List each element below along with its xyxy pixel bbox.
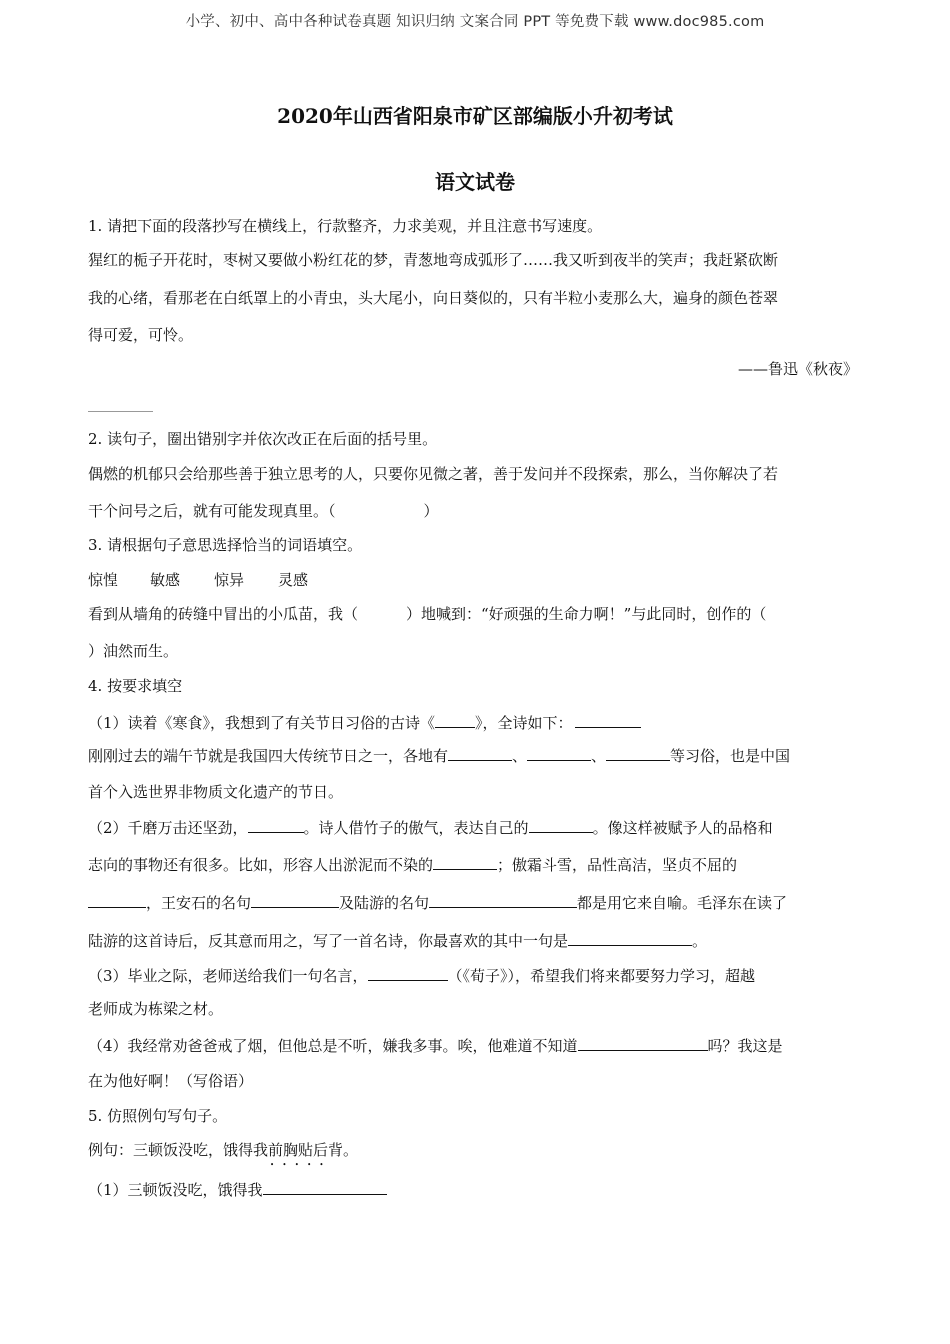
q4-line (88, 1034, 783, 1056)
q4-prompt: 4. 按要求填空 (88, 677, 183, 695)
answer-blank[interactable] (368, 964, 448, 981)
word-option: 惊惶 (88, 571, 119, 589)
q4-line: 老师成为栋梁之材。 (88, 1000, 224, 1018)
q4-text: （4）我经常劝爸爸戒了烟，但他总是不听，嫌我多事。唉，他难道不知道 (88, 1037, 578, 1055)
q4-text: （3）毕业之际，老师送给我们一句名言， (88, 967, 368, 985)
q1-paragraph-line: 我的心绪，看那老在白纸罩上的小青虫，头大尾小，向日葵似的，只有半粒小麦那么大，遍身的颜色苍翠 (88, 289, 779, 307)
q2-prompt: 2. 读句子，圈出错别字并依次改正在后面的括号里。 (88, 430, 438, 448)
q4-line (88, 929, 707, 951)
word-option: 敏感 (150, 571, 181, 589)
word-option: 惊异 (214, 571, 245, 589)
answer-blank[interactable] (529, 816, 593, 833)
q1-prompt: 1. 请把下面的段落抄写在横线上，行款整齐，力求美观，并且注意书写速度。 (88, 217, 603, 235)
answer-blank[interactable] (433, 853, 497, 870)
answer-blank[interactable] (575, 711, 641, 728)
q4-text: 及陆游的名句 (339, 894, 430, 912)
q4-line (88, 744, 790, 766)
q4-text: 》，全诗如下： (475, 714, 573, 732)
q5-text: （1）三顿饭没吃，饿得我 (88, 1181, 263, 1199)
q4-line (88, 816, 773, 838)
q3-sentence-line (88, 604, 766, 624)
q4-text: 。像这样被赋予人的品格和 (592, 819, 773, 837)
q4-text: （2）千磨万击还坚劲， (88, 819, 248, 837)
answer-blank[interactable] (606, 744, 670, 761)
site-header: 小学、初中、高中各种试卷真题 知识归纳 文案合同 PPT 等免费下载 www.doc985.com (185, 14, 765, 30)
emphasis-text: 前胸贴后背 • • • (268, 1140, 343, 1160)
q2-sentence-line (88, 501, 439, 521)
q4-text: 刚刚过去的端午节就是我国四大传统节日之一，各地有 (88, 747, 449, 765)
q4-text: 陆游的这首诗后，反其意而用之，写了一首名诗，你最喜欢的其中一句是 (88, 932, 569, 950)
answer-blank[interactable] (248, 816, 304, 833)
q2-text: ） (423, 502, 439, 520)
q4-line (88, 891, 787, 913)
q4-text: 、 (591, 747, 607, 765)
page-title: 2020年山西省阳泉市矿区部编版小升初考试 (277, 104, 673, 128)
divider (88, 411, 153, 412)
q4-text: 志向的事物还有很多。比如，形容人出淤泥而不染的 (88, 856, 434, 874)
word-option: 灵感 (278, 571, 309, 589)
q4-line (88, 853, 737, 875)
q4-text: （《荀子》），希望我们将来都要努力学习，超越 (447, 967, 756, 985)
q3-text: ）地喊到：“好顽强的生命力啊！”与此同时，创作的（ (406, 605, 767, 623)
answer-blank[interactable] (578, 1034, 708, 1051)
q1-paragraph-line: 猩红的栀子开花时，枣树又要做小粉红花的梦，青葱地弯成弧形了……我又听到夜半的笑声；我赶紧砍断 (88, 251, 779, 269)
answer-blank[interactable] (429, 891, 577, 908)
answer-blank[interactable] (263, 1178, 387, 1195)
q5-text: 例句：三顿饭没吃，饿得我 (88, 1141, 269, 1159)
answer-blank[interactable] (435, 711, 475, 728)
q5-line (88, 1178, 387, 1200)
answer-blank[interactable] (448, 744, 512, 761)
answer-blank[interactable] (568, 929, 692, 946)
answer-blank[interactable] (88, 891, 146, 908)
q2-text: 干个问号之后，就有可能发现真里。（ (88, 502, 336, 520)
q4-text: ，王安石的名句 (146, 894, 252, 912)
q1-paragraph-line: 得可爱，可怜。 (88, 326, 194, 344)
q4-line: 在为他好啊！（写俗语） (88, 1072, 254, 1090)
q4-text: 吗？我这是 (707, 1037, 783, 1055)
q5-text: 。 (343, 1141, 359, 1159)
q5-example (88, 1140, 358, 1160)
q4-text: 。诗人借竹子的傲气，表达自己的 (303, 819, 529, 837)
q4-text: 、 (512, 747, 528, 765)
answer-blank[interactable] (251, 891, 339, 908)
answer-blank[interactable] (527, 744, 591, 761)
q5-prompt: 5. 仿照例句写句子。 (88, 1107, 228, 1125)
q2-sentence-line: 偶燃的机郁只会给那些善于独立思考的人，只要你见微之著，善于发问并不段探索，那么，当你解决了若 (88, 465, 779, 483)
q4-text: 都是用它来自喻。毛泽东在读了 (577, 894, 788, 912)
q4-text: ；傲霜斗雪，品性高洁，坚贞不屈的 (497, 856, 738, 874)
q4-text: 。 (692, 932, 708, 950)
q1-source: ——鲁迅《秋夜》 (737, 360, 858, 378)
page-subtitle: 语文试卷 (435, 170, 515, 194)
q3-text: 看到从墙角的砖缝中冒出的小瓜苗，我（ (88, 605, 359, 623)
q4-text: （1）读着《寒食》，我想到了有关节日习俗的古诗《 (88, 714, 436, 732)
q3-prompt: 3. 请根据句子意思选择恰当的词语填空。 (88, 536, 363, 554)
q4-line: 首个入选世界非物质文化遗产的节日。 (88, 783, 344, 801)
q4-text: 等习俗，也是中国 (670, 747, 791, 765)
q4-line (88, 964, 755, 986)
q3-sentence-line: ）油然而生。 (88, 642, 179, 660)
q3-word-options (88, 570, 308, 590)
q4-line (88, 711, 641, 733)
